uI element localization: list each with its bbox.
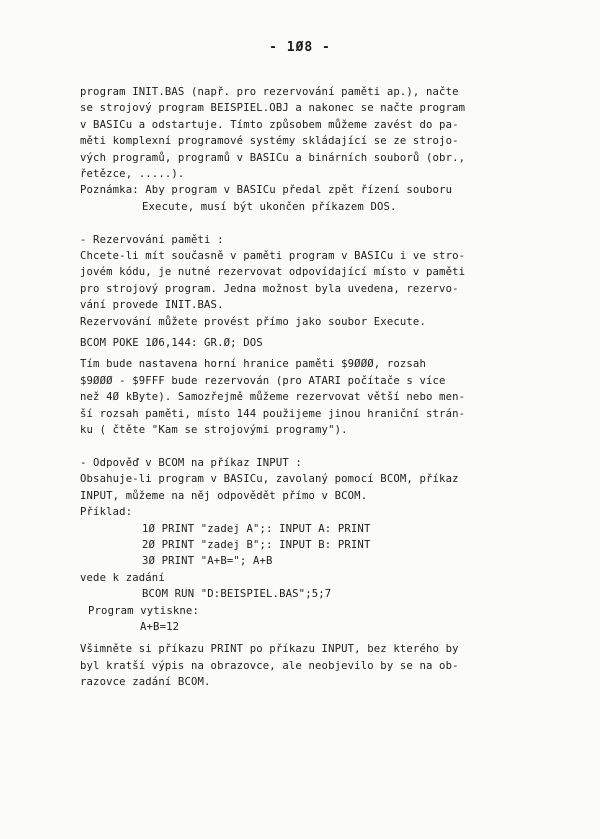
text-line: program INIT.BAS (např. pro rezervování paměti ap.), načte (80, 86, 459, 98)
text-line: ku ( čtěte "Kam se strojovými programy"). (80, 424, 348, 437)
code-command: BCOM RUN "D:BEISPIEL.BAS";5;7 (142, 588, 332, 601)
text-line: měti komplexní programové systémy skládající se ze strojo- (80, 135, 459, 148)
section-memory-reservation (80, 232, 560, 439)
text-line: se strojový program BEISPIEL.OBJ a nakonec se načte program (80, 102, 466, 115)
spacer (80, 439, 560, 455)
text-line: ší rozsah paměti, místo 144 použijeme jinou hraniční strán- (80, 407, 466, 420)
code-line: 2Ø PRINT "zadej B";: INPUT B: PRINT (142, 538, 371, 551)
code-line: 1Ø PRINT "zadej A";: INPUT A: PRINT (142, 522, 371, 535)
text-line: jovém kódu, je nutné rezervovat odpovídající místo v paměti (80, 266, 466, 279)
text-line: než 4Ø kByte). Samozřejmě můžeme rezervovat větší nebo men- (80, 391, 466, 404)
code-command: BCOM POKE 1Ø6,144: GR.Ø; DOS (80, 337, 263, 350)
text-line: vání provede INIT.BAS. (80, 299, 224, 312)
example-label: Příklad: (80, 506, 133, 519)
text-line: Tím bude nastavena horní hranice paměti $9ØØØ, rozsah (80, 358, 426, 371)
text-line: razovce zadání BCOM. (80, 676, 211, 689)
text-line: $9ØØØ - $9FFF bude rezervován (pro ATARI počítače s více (80, 374, 446, 387)
text-line: Rezervování můžete provést přímo jako soubor Execute. (80, 315, 426, 328)
text-line: řetězce, .....). (80, 168, 185, 181)
text-line: Všimněte si příkazu PRINT po příkazu INPUT, bez kterého by (80, 643, 459, 656)
text-line: INPUT, můžeme na něj odpovědět přímo v BCOM. (80, 489, 368, 502)
page-content (80, 84, 560, 691)
output-label: Program vytiskne: (88, 604, 199, 617)
text-line: vých programů, programů v BASICu a binárních souborů (obr., (80, 151, 466, 164)
spacer (80, 215, 560, 231)
text-line: Chcete-li mít současně v paměti program v BASICu i ve stro- (80, 250, 466, 263)
text-line: v BASICu a odstartuje. Tímto způsobem můžeme zavést do pa- (80, 118, 459, 131)
section-heading: - Rezervování paměti : (80, 233, 224, 246)
intro-paragraph (80, 84, 560, 182)
note-continuation: Execute, musí být ukončen příkazem DOS. (142, 200, 397, 213)
code-line: 3Ø PRINT "A+B="; A+B (142, 555, 273, 568)
explanation-paragraph (80, 356, 560, 438)
output-value: A+B=12 (140, 620, 180, 633)
closing-paragraph (80, 641, 560, 690)
page-number: - 1Ø8 - (269, 40, 331, 55)
text-line: Obsahuje-li program v BASICu, zavolaný pomocí BCOM, příkaz (80, 473, 459, 486)
section-input-response (80, 455, 560, 691)
note-label-line: Poznámka: Aby program v BASICu předal zpět řízení souboru (80, 184, 453, 197)
note-block (80, 182, 560, 215)
text-line: byl kratší výpis na obrazovce, ale neobjevilo by se na ob- (80, 659, 459, 672)
text-line: pro strojový program. Jedna možnost byla uvedena, rezervo- (80, 282, 459, 295)
run-intro: vede k zadání (80, 571, 165, 584)
section-heading: - Odpověď v BCOM na příkaz INPUT : (80, 456, 302, 469)
